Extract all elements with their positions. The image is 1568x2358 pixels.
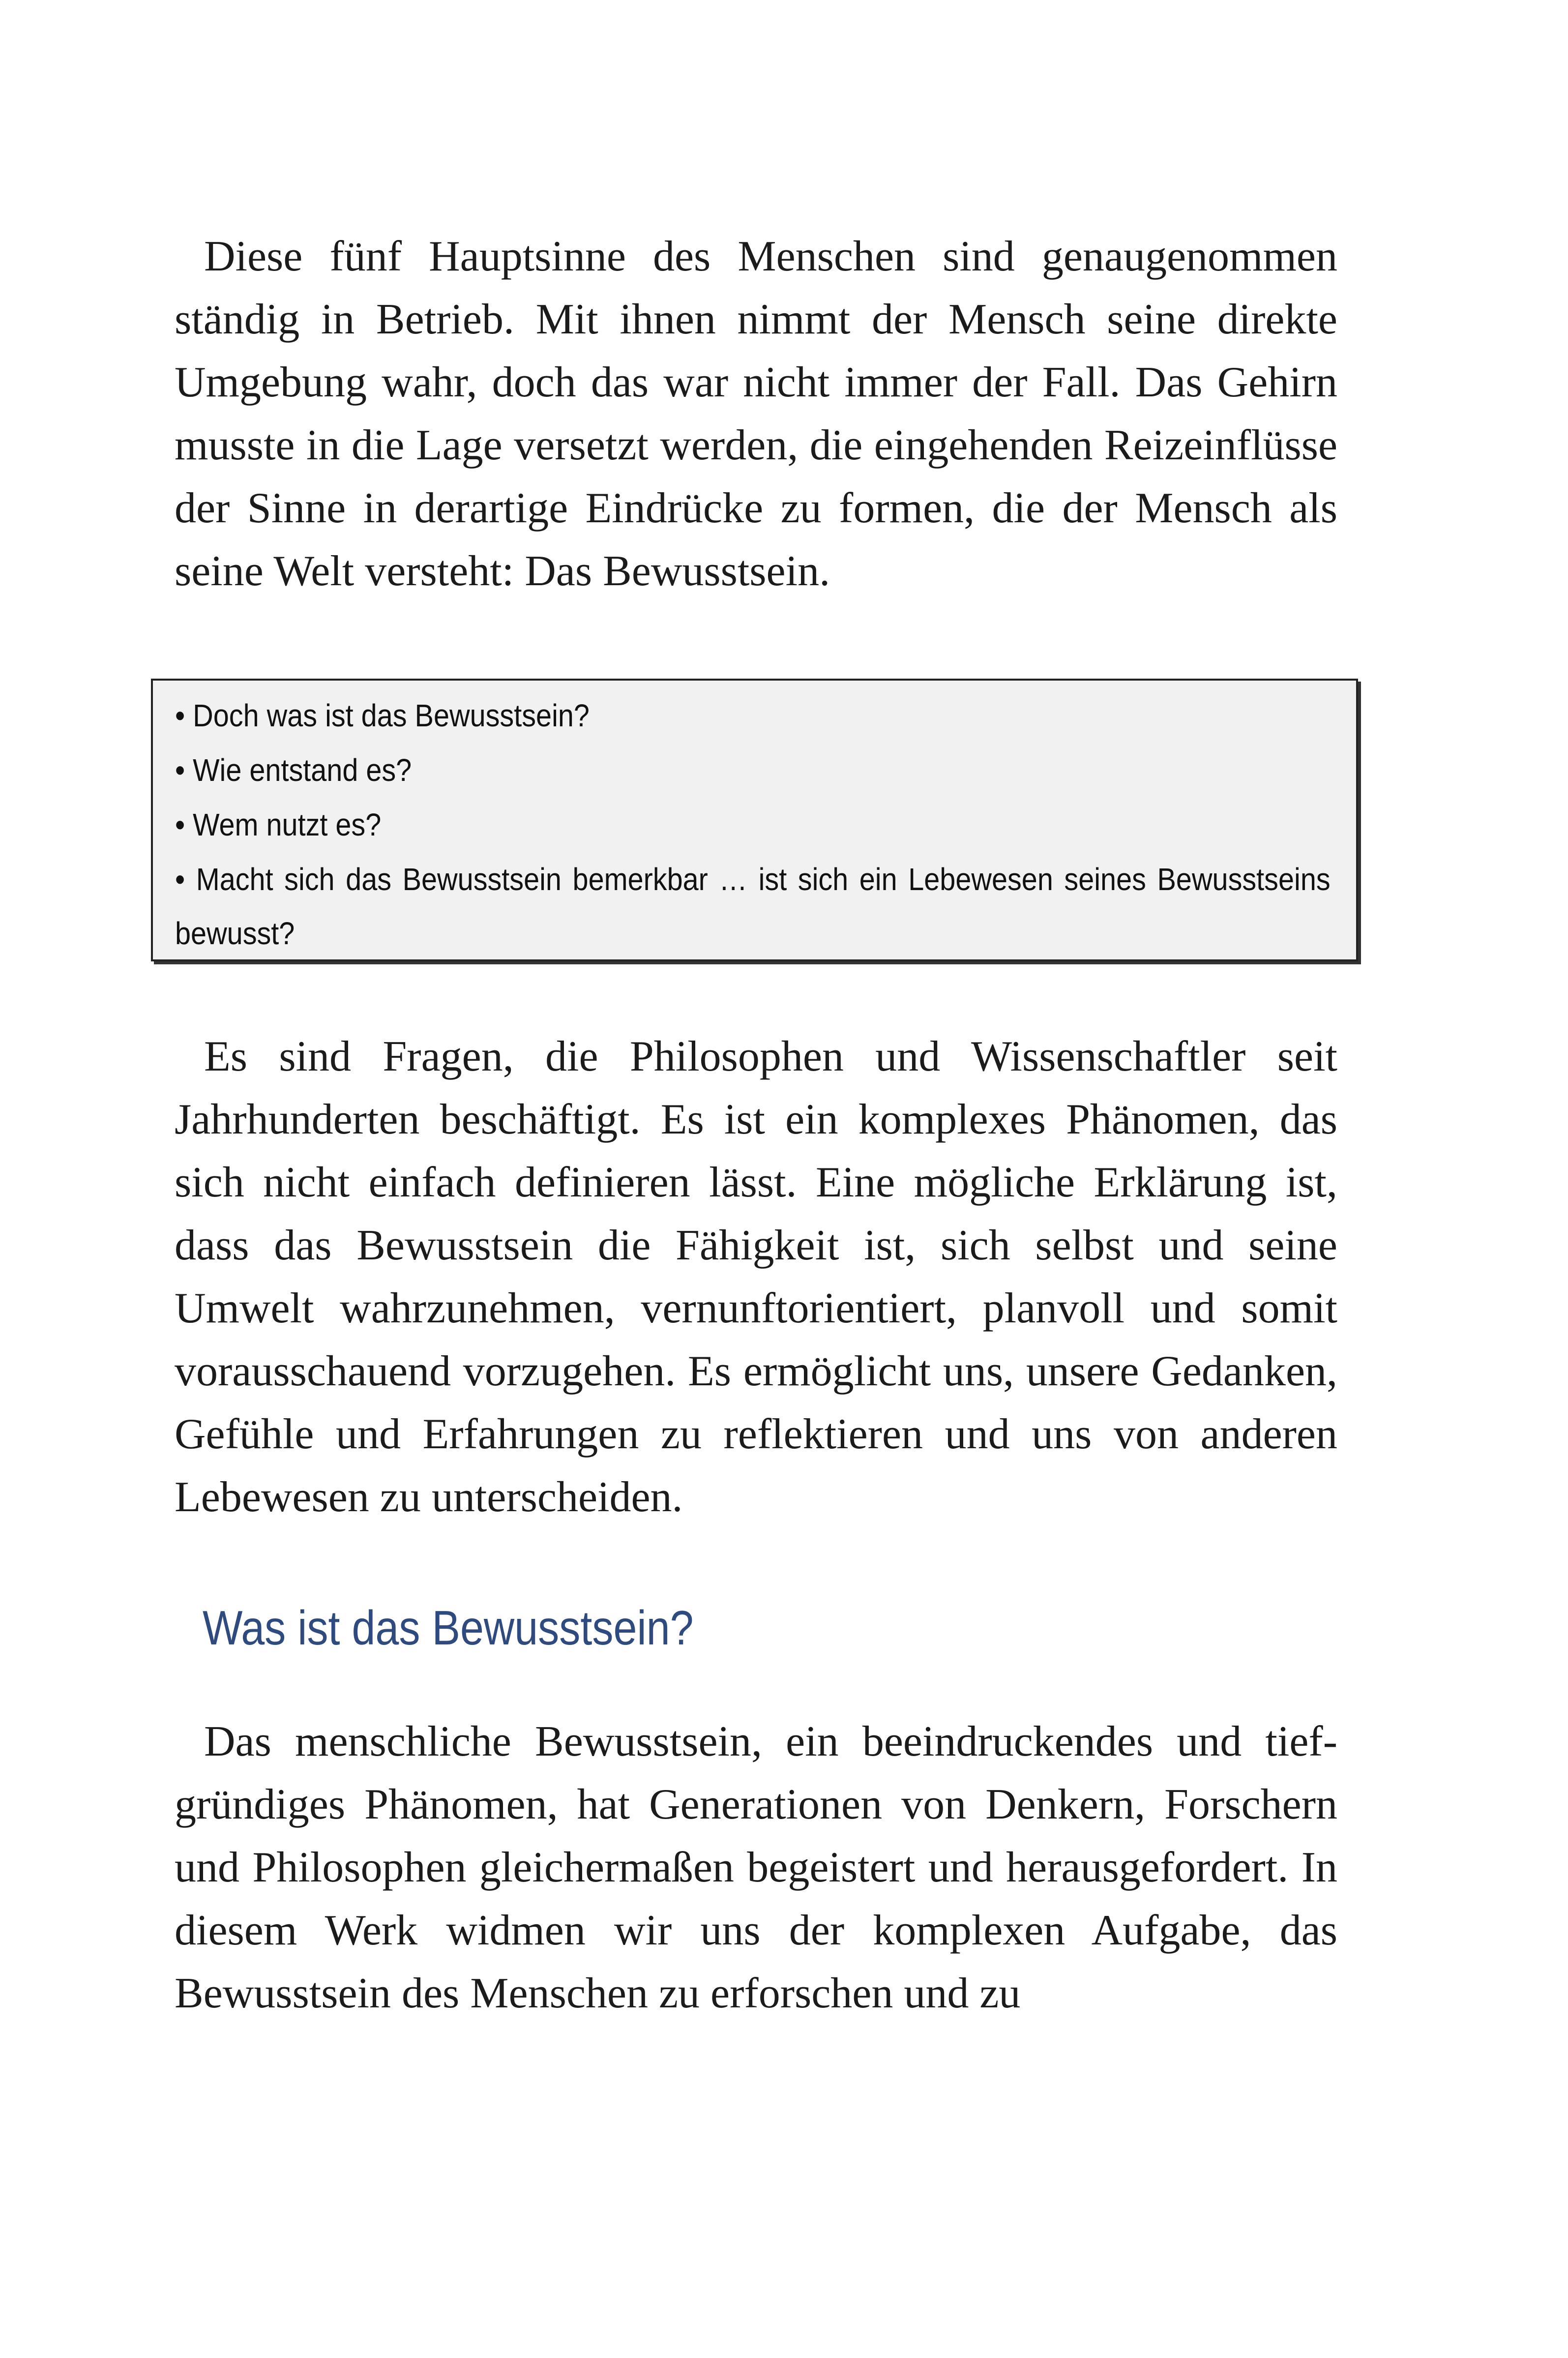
question-item: • Macht sich das Bewusstsein bemerkbar … ist sich ein Lebewesen seines Bewusstseins bewusst? xyxy=(175,862,1331,951)
question-item: • Doch was ist das Bewusstsein? xyxy=(175,698,590,733)
paragraph-consciousness: Das menschliche Bewusstsein, ein beeindruckendes und tiefgründiges Phänomen, hat Generationen von Denkern, Forschern und Philosophen gleichermaßen begeistert und herausgefordert. In diesem Werk widmen wir uns der komplexen Aufgabe, das Bewusstsein des Menschen zu erforschen und zu xyxy=(175,1718,1337,2017)
question-item: • Wie entstand es? xyxy=(175,752,412,788)
paragraph-senses: Diese fünf Hauptsinne des Menschen sind genaugenommen ständig in Betrieb. Mit ihnen nimmt der Mensch seine direkte Umgebung wahr, doch das war nicht immer der Fall. Das Gehirn musste in die Lage versetzt werden, die eingehenden Reizeinflüsse der Sinne in derartige Eindrücke zu formen, die der Mensch als seine Welt versteht: Das Bewusstsein. xyxy=(175,233,1337,595)
paragraph-questions: Es sind Fragen, die Philosophen und Wissenschaftler seit Jahrhunderten beschäftigt. Es ist ein komplexes Phänomen, das sich nicht einfach definieren lässt. Eine mögliche Erklärung ist, dass das Bewusstsein die Fähigkeit ist, sich selbst und seine Umwelt wahrzunehmen, vernunftorientiert, planvoll und somit vorausschauend vorzugehen. Es ermöglicht uns, unsere Gedanken, Gefühle und Erfahrungen zu reflektieren und uns von anderen Lebewesen zu unterscheiden. xyxy=(175,1033,1337,1521)
question-item: • Wem nutzt es? xyxy=(175,807,382,842)
section-heading: Was ist das Bewusstsein? xyxy=(203,1601,694,1655)
question-box xyxy=(151,679,1358,961)
